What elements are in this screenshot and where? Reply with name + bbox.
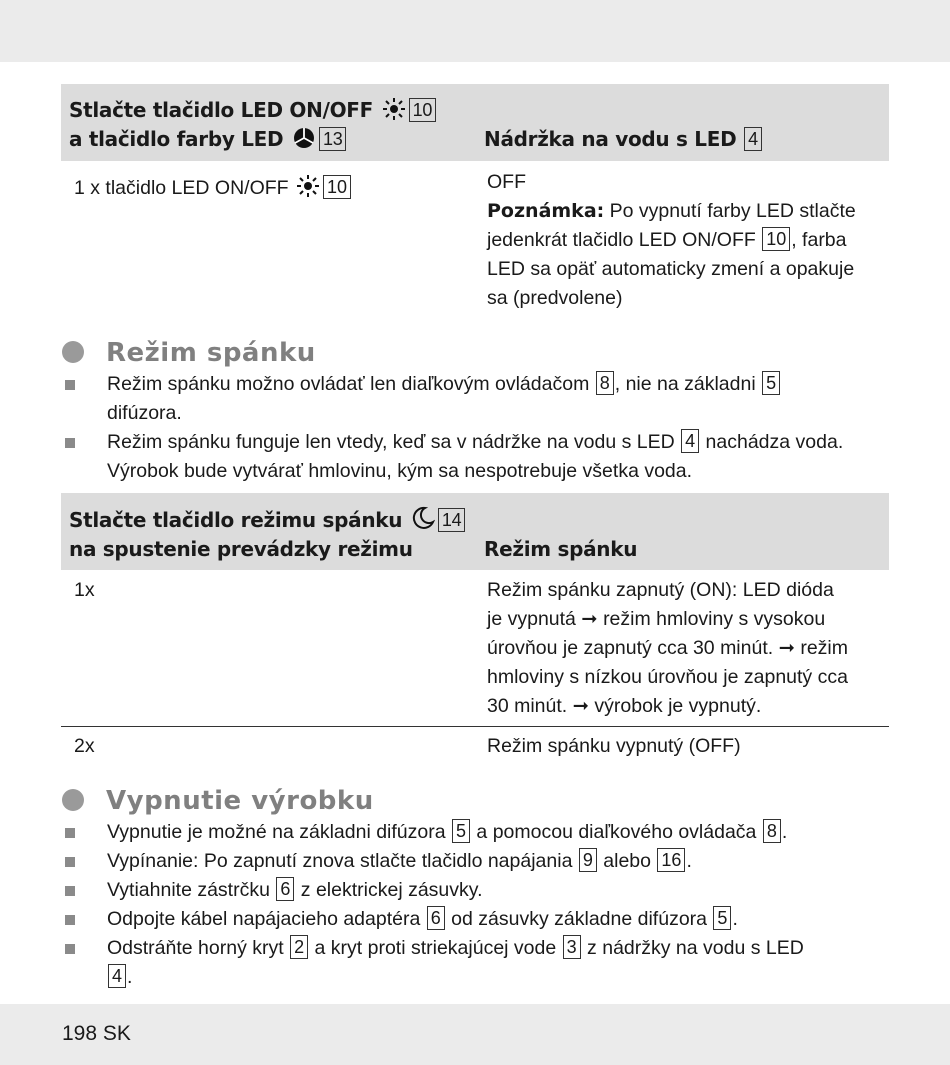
ref-number: 6 xyxy=(276,877,294,901)
ref-number: 5 xyxy=(452,819,470,843)
table2-header-left: Stlačte tlačidlo režimu spánku 14 na spustenie prevádzky režimu xyxy=(69,506,466,564)
square-bullet-icon xyxy=(65,857,75,867)
page-number: 198 SK xyxy=(62,1022,131,1045)
ref-number: 8 xyxy=(763,819,781,843)
section-heading-sleep: Režim spánku xyxy=(62,338,316,368)
table2-row2-right: Režim spánku vypnutý (OFF) xyxy=(487,735,741,757)
list-item: Režim spánku možno ovládať len diaľkovým ovládačom 8 , nie na základni 5 difúzora. xyxy=(62,370,902,428)
ref-number: 3 xyxy=(563,935,581,959)
ref-number: 16 xyxy=(657,848,685,872)
ref-number: 4 xyxy=(108,964,126,988)
ref-number: 8 xyxy=(596,371,614,395)
top-band xyxy=(0,0,950,62)
bottom-band xyxy=(0,1004,950,1065)
square-bullet-icon xyxy=(65,915,75,925)
led-color-icon xyxy=(292,127,316,149)
list-item: Odstráňte horný kryt 2 a kryt proti striekajúcej vode 3 z nádržky na vodu s LED 4 . xyxy=(62,934,902,992)
list-item: Vypnutie je možné na základni difúzora 5 a pomocou diaľkového ovládača 8 . xyxy=(62,818,902,847)
table2-row2-left: 2x xyxy=(74,735,95,757)
ref-number: 5 xyxy=(713,906,731,930)
turn-off-bullet-list xyxy=(62,818,902,992)
note-label: Poznámka: xyxy=(487,200,605,222)
ref-number: 10 xyxy=(323,175,351,199)
list-item: Vypínanie: Po zapnutí znova stlačte tlačidlo napájania 9 alebo 16 . xyxy=(62,847,902,876)
led-sun-icon xyxy=(296,175,320,197)
list-item: Odpojte kábel napájacieho adaptéra 6 od zásuvky základne difúzora 5 . xyxy=(62,905,902,934)
table1-header-left: Stlačte tlačidlo LED ON/OFF 10 a tlačidlo farby LED 13 xyxy=(69,96,437,154)
ref-number: 14 xyxy=(438,508,465,532)
square-bullet-icon xyxy=(65,886,75,896)
section-heading-turn-off: Vypnutie výrobku xyxy=(62,786,374,816)
ref-number: 4 xyxy=(744,127,762,151)
square-bullet-icon xyxy=(65,438,75,448)
table1-header-right: Nádržka na vodu s LED 4 xyxy=(484,125,763,154)
ref-number: 6 xyxy=(427,906,445,930)
table1-row1-right: OFF Poznámka: Po vypnutí farby LED stlačte jedenkrát tlačidlo LED ON/OFF 10 , farba LED sa opäť automaticky zmení a opakuje sa (predvolene) xyxy=(487,171,856,309)
ref-number: 4 xyxy=(681,429,699,453)
section-dot-icon xyxy=(62,341,84,363)
moon-icon xyxy=(411,506,435,530)
list-item: Vytiahnite zástrčku 6 z elektrickej zásuvky. xyxy=(62,876,902,905)
ref-number: 5 xyxy=(762,371,780,395)
led-sun-icon xyxy=(382,98,406,120)
table2-header-right: Režim spánku xyxy=(484,537,638,561)
ref-number: 13 xyxy=(319,127,346,151)
square-bullet-icon xyxy=(65,828,75,838)
sleep-bullet-list xyxy=(62,370,902,486)
ref-number: 10 xyxy=(762,227,790,251)
table-divider xyxy=(61,726,889,727)
table2-row1-left: 1x xyxy=(74,579,95,601)
list-item: Režim spánku funguje len vtedy, keď sa v nádržke na vodu s LED 4 nachádza voda. Výrobok bude vytvárať hmlovinu, kým sa nespotrebuje všetka voda. xyxy=(62,428,902,486)
section-dot-icon xyxy=(62,789,84,811)
ref-number: 10 xyxy=(409,98,436,122)
ref-number: 2 xyxy=(290,935,308,959)
square-bullet-icon xyxy=(65,380,75,390)
square-bullet-icon xyxy=(65,944,75,954)
table1-row1-left: 1 x tlačidlo LED ON/OFF 10 xyxy=(74,174,352,203)
table2-row1-right: Režim spánku zapnutý (ON): LED dióda je vypnutá ➞ režim hmloviny s vysokou úrovňou je zapnutý cca 30 minút. ➞ režim hmloviny s nízkou úrovňou je zapnutý cca 30 minút. ➞ výrobok je vypnutý. xyxy=(487,579,849,717)
ref-number: 9 xyxy=(579,848,597,872)
